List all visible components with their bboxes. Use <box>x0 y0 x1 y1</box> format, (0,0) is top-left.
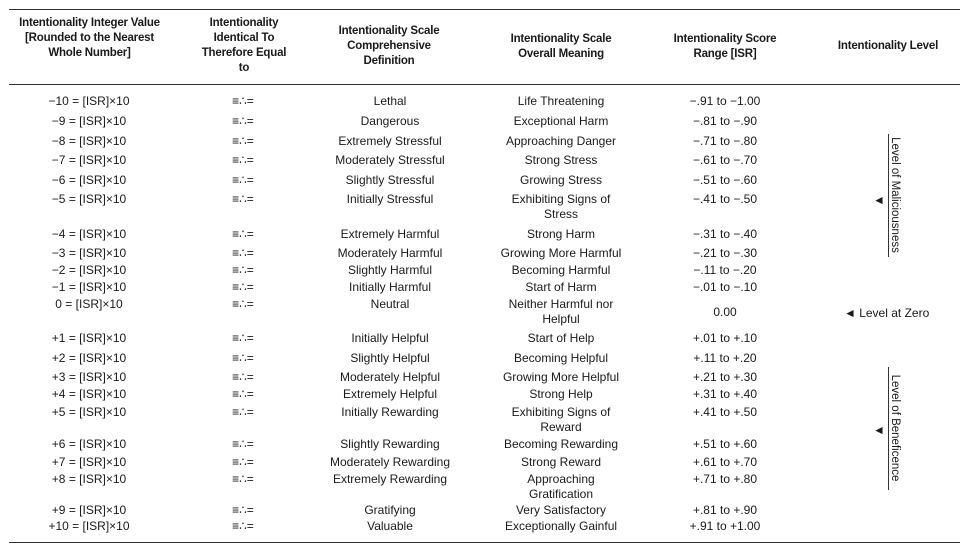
score-range-cell: 0.00 <box>713 305 737 319</box>
meaning-cell: Growing More Helpful <box>502 370 620 384</box>
score-range-cell: +.41 to +.50 <box>692 405 758 419</box>
score-range-cell: −.11 to −.20 <box>693 263 757 277</box>
definition-cell: Moderately Stressful <box>335 153 445 167</box>
score-range-cell: +.61 to +.70 <box>692 455 758 469</box>
meaning-cell: Strong Help <box>529 387 593 401</box>
score-range-cell: −.31 to −.40 <box>692 227 758 241</box>
equivalence-cell: ≡∴= <box>232 405 254 419</box>
meaning-cell: Approaching Danger <box>505 134 617 148</box>
equivalence-cell: ≡∴= <box>232 297 254 311</box>
definition-cell: Slightly Harmful <box>347 263 433 277</box>
meaning-cell: Life Threatening <box>517 94 605 108</box>
meaning-cell: Strong Stress <box>524 153 598 167</box>
score-range-cell: −.61 to −.70 <box>692 153 758 167</box>
meaning-cell: Exceptionally Gainful <box>504 519 618 533</box>
meaning-cell: Very Satisfactory <box>515 503 607 517</box>
meaning-cell: Becoming Helpful <box>513 351 609 365</box>
meaning-cell: Strong Reward <box>520 455 602 469</box>
score-range-cell: −.01 to −.10 <box>692 280 758 294</box>
equivalence-cell: ≡∴= <box>232 227 254 241</box>
definition-cell: Extremely Helpful <box>342 387 438 401</box>
integer-value-cell: −2 = [ISR]×10 <box>51 263 127 277</box>
integer-value-cell: +5 = [ISR]×10 <box>51 405 127 419</box>
header-definition: Intentionality Scale Comprehensive Definition <box>338 25 440 67</box>
meaning-cell: Exceptional Harm <box>513 114 609 128</box>
meaning-cell: Approaching Gratification <box>527 472 595 501</box>
equivalence-cell: ≡∴= <box>232 455 254 469</box>
level-zero-label: ◄ Level at Zero <box>844 306 930 320</box>
definition-cell: Slightly Stressful <box>345 173 435 187</box>
table-top-rule <box>9 9 960 10</box>
header-identical-to: Intentionality Identical To Therefore Equal to <box>201 17 287 74</box>
score-range-cell: +.51 to +.60 <box>692 437 758 451</box>
score-range-cell: +.71 to +.80 <box>692 472 758 486</box>
meaning-cell: Neither Harmful nor Helpful <box>508 297 614 326</box>
header-rule <box>9 84 960 85</box>
score-range-cell: −.71 to −.80 <box>692 134 758 148</box>
definition-cell: Initially Rewarding <box>341 405 439 419</box>
equivalence-cell: ≡∴= <box>232 134 254 148</box>
equivalence-cell: ≡∴= <box>232 153 254 167</box>
meaning-cell: Growing Stress <box>519 173 603 187</box>
integer-value-cell: −5 = [ISR]×10 <box>51 192 127 206</box>
maliciousness-pointer-icon: ◄ <box>873 193 885 207</box>
equivalence-cell: ≡∴= <box>232 280 254 294</box>
definition-cell: Lethal <box>373 94 407 108</box>
integer-value-cell: +10 = [ISR]×10 <box>48 519 130 533</box>
equivalence-cell: ≡∴= <box>232 503 254 517</box>
integer-value-cell: +1 = [ISR]×10 <box>51 331 127 345</box>
score-range-cell: −.41 to −.50 <box>692 192 758 206</box>
level-beneficence-label: Level of Beneficence <box>889 374 901 482</box>
integer-value-cell: −1 = [ISR]×10 <box>51 280 127 294</box>
score-range-cell: −.91 to −1.00 <box>689 94 761 108</box>
equivalence-cell: ≡∴= <box>232 387 254 401</box>
integer-value-cell: −10 = [ISR]×10 <box>48 94 130 108</box>
score-range-cell: +.21 to +.30 <box>692 370 758 384</box>
definition-cell: Neutral <box>370 297 410 311</box>
definition-cell: Moderately Harmful <box>337 246 443 260</box>
equivalence-cell: ≡∴= <box>232 263 254 277</box>
meaning-cell: Growing More Harmful <box>500 246 622 260</box>
integer-value-cell: +8 = [ISR]×10 <box>51 472 127 486</box>
meaning-cell: Exhibiting Signs of Stress <box>511 192 611 221</box>
integer-value-cell: 0 = [ISR]×10 <box>55 297 123 311</box>
meaning-cell: Start of Help <box>527 331 595 345</box>
definition-cell: Moderately Rewarding <box>329 455 451 469</box>
header-meaning: Intentionality Scale Overall Meaning <box>510 33 612 60</box>
equivalence-cell: ≡∴= <box>232 472 254 486</box>
score-range-cell: +.31 to +.40 <box>692 387 758 401</box>
integer-value-cell: −3 = [ISR]×10 <box>51 246 127 260</box>
score-range-cell: +.01 to +.10 <box>692 331 758 345</box>
definition-cell: Extremely Harmful <box>340 227 440 241</box>
score-range-cell: +.91 to +1.00 <box>689 519 761 533</box>
definition-cell: Dangerous <box>360 114 420 128</box>
equivalence-cell: ≡∴= <box>232 351 254 365</box>
equivalence-cell: ≡∴= <box>232 370 254 384</box>
definition-cell: Extremely Rewarding <box>332 472 448 486</box>
definition-cell: Slightly Helpful <box>350 351 430 365</box>
integer-value-cell: +7 = [ISR]×10 <box>51 455 127 469</box>
definition-cell: Valuable <box>367 519 413 533</box>
integer-value-cell: −4 = [ISR]×10 <box>51 227 127 241</box>
definition-cell: Gratifying <box>364 503 416 517</box>
meaning-cell: Becoming Harmful <box>511 263 611 277</box>
equivalence-cell: ≡∴= <box>232 519 254 533</box>
integer-value-cell: +4 = [ISR]×10 <box>51 387 127 401</box>
score-range-cell: −.21 to −.30 <box>692 246 758 260</box>
definition-cell: Initially Harmful <box>348 280 432 294</box>
score-range-cell: −.81 to −.90 <box>692 114 758 128</box>
definition-cell: Moderately Helpful <box>339 370 441 384</box>
definition-cell: Initially Stressful <box>346 192 434 206</box>
integer-value-cell: −7 = [ISR]×10 <box>51 153 127 167</box>
integer-value-cell: +6 = [ISR]×10 <box>51 437 127 451</box>
meaning-cell: Exhibiting Signs of Reward <box>511 405 611 434</box>
equivalence-cell: ≡∴= <box>232 331 254 345</box>
definition-cell: Slightly Rewarding <box>340 437 440 451</box>
table-bottom-rule <box>9 542 960 543</box>
integer-value-cell: −9 = [ISR]×10 <box>51 114 127 128</box>
definition-cell: Extremely Stressful <box>338 134 442 148</box>
equivalence-cell: ≡∴= <box>232 192 254 206</box>
equivalence-cell: ≡∴= <box>232 437 254 451</box>
meaning-cell: Becoming Rewarding <box>503 437 619 451</box>
equivalence-cell: ≡∴= <box>232 246 254 260</box>
integer-value-cell: +2 = [ISR]×10 <box>51 351 127 365</box>
meaning-cell: Start of Harm <box>525 280 597 294</box>
beneficence-pointer-icon: ◄ <box>873 423 885 437</box>
integer-value-cell: −6 = [ISR]×10 <box>51 173 127 187</box>
score-range-cell: +.11 to +.20 <box>693 351 757 365</box>
integer-value-cell: +9 = [ISR]×10 <box>51 503 127 517</box>
integer-value-cell: −8 = [ISR]×10 <box>51 134 127 148</box>
header-integer-value: Intentionality Integer Value [Rounded to the Nearest Whole Number] <box>19 17 160 59</box>
score-range-cell: −.51 to −.60 <box>692 173 758 187</box>
equivalence-cell: ≡∴= <box>232 114 254 128</box>
header-score-range: Intentionality Score Range [ISR] <box>673 33 777 60</box>
header-level: Intentionality Level <box>837 40 939 52</box>
equivalence-cell: ≡∴= <box>232 173 254 187</box>
meaning-cell: Strong Harm <box>526 227 596 241</box>
definition-cell: Initially Helpful <box>351 331 429 345</box>
integer-value-cell: +3 = [ISR]×10 <box>51 370 127 384</box>
score-range-cell: +.81 to +.90 <box>692 503 758 517</box>
level-maliciousness-label: Level of Maliciousness <box>889 137 901 253</box>
equivalence-cell: ≡∴= <box>232 94 254 108</box>
